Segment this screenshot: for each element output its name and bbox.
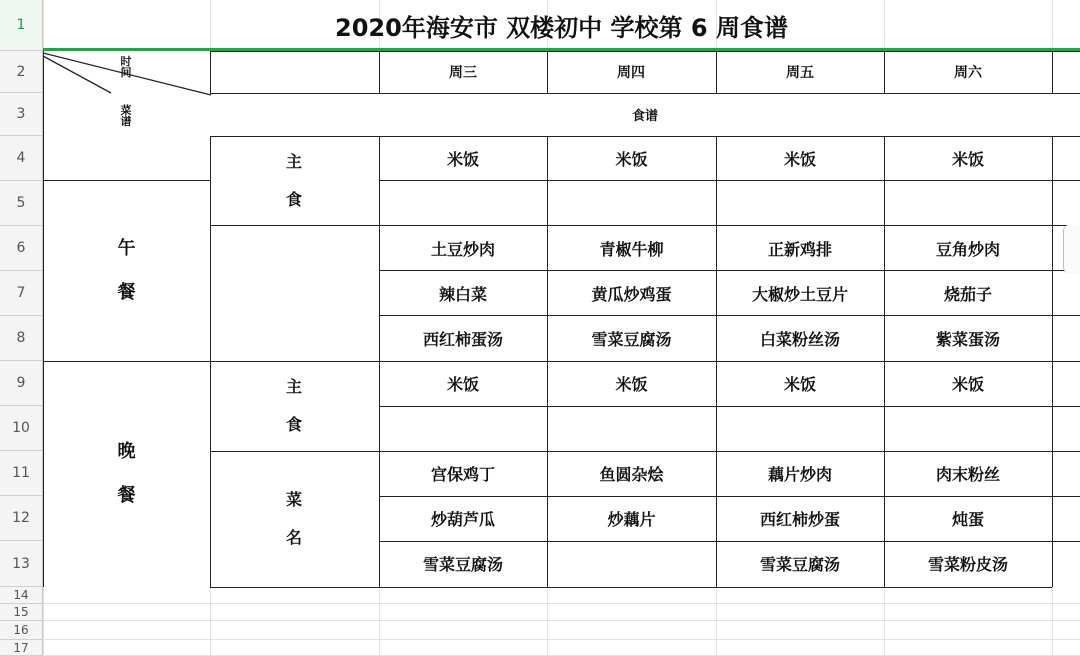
- menu-cell[interactable]: 米饭: [615, 375, 648, 394]
- menu-cell-empty[interactable]: [716, 181, 884, 226]
- table-border: [210, 587, 1052, 588]
- lunch-staple-char-1: 主: [285, 152, 302, 171]
- table-border: [547, 51, 548, 93]
- table-border: [379, 180, 1080, 181]
- menu-cell[interactable]: 米饭: [951, 375, 984, 394]
- gridline: [547, 587, 548, 656]
- table-border: [884, 136, 885, 587]
- gridline: [43, 639, 1080, 640]
- menu-cell[interactable]: 西红柿蛋汤: [422, 330, 503, 349]
- menu-cell[interactable]: 炒藕片: [607, 510, 656, 529]
- menu-cell[interactable]: 炖蛋: [951, 510, 984, 529]
- lunch-label[interactable]: [43, 181, 210, 361]
- row-header[interactable]: 6: [0, 226, 43, 271]
- corner-label-time: [113, 53, 139, 81]
- table-border: [210, 51, 211, 93]
- gridline: [43, 620, 1080, 621]
- row-header[interactable]: 16: [0, 621, 43, 640]
- menu-cell-empty[interactable]: [884, 181, 1052, 226]
- menu-cell[interactable]: 雪菜豆腐汤: [422, 555, 503, 574]
- row-header[interactable]: 14: [0, 587, 43, 604]
- lunch-char-2: 餐: [117, 282, 136, 303]
- menu-cell[interactable]: 雪菜豆腐汤: [759, 555, 840, 574]
- row-header[interactable]: 11: [0, 451, 43, 496]
- menu-cell-empty[interactable]: [379, 181, 547, 226]
- menu-cell[interactable]: 西红柿炒蛋: [759, 510, 840, 529]
- dinner-dish-label[interactable]: [210, 451, 378, 587]
- row-header[interactable]: 10: [0, 406, 43, 451]
- table-border: [210, 136, 211, 587]
- menu-cell[interactable]: 米饭: [446, 375, 479, 394]
- lunch-staple-char-2: 食: [285, 190, 302, 209]
- dinner-staple-char-2: 食: [285, 415, 302, 434]
- corner-menu-char-1: 菜: [120, 104, 132, 117]
- day-header-fri[interactable]: 周五: [786, 65, 814, 81]
- menu-cell-empty[interactable]: [379, 406, 547, 451]
- menu-cell[interactable]: 米饭: [951, 150, 984, 169]
- table-border: [379, 51, 380, 93]
- gridline: [210, 587, 211, 656]
- row-header[interactable]: 12: [0, 496, 43, 541]
- table-border: [379, 406, 1080, 407]
- menu-cell[interactable]: 黄瓜炒鸡蛋: [591, 285, 672, 304]
- menu-cell[interactable]: 青椒牛柳: [599, 240, 664, 259]
- row-header[interactable]: 15: [0, 604, 43, 621]
- menu-cell[interactable]: 豆角炒肉: [935, 240, 1000, 259]
- table-border: [379, 136, 380, 587]
- table-border: [547, 136, 548, 587]
- menu-cell[interactable]: 鱼圆杂烩: [599, 465, 664, 484]
- lunch-char-1: 午: [117, 238, 136, 259]
- table-border: [43, 180, 210, 181]
- menu-cell[interactable]: 雪菜粉皮汤: [927, 555, 1008, 574]
- menu-cell[interactable]: 烧茄子: [943, 285, 992, 304]
- menu-cell[interactable]: 大椒炒土豆片: [751, 285, 848, 304]
- menu-cell-empty[interactable]: [547, 181, 716, 226]
- menu-cell[interactable]: 宫保鸡丁: [430, 465, 495, 484]
- gridline: [1052, 587, 1053, 656]
- corner-time-char-2: 间: [120, 66, 132, 79]
- table-border: [379, 315, 1080, 316]
- table-border: [379, 496, 1080, 497]
- gridline: [379, 587, 380, 656]
- menu-cell[interactable]: 米饭: [615, 150, 648, 169]
- table-border: [716, 51, 717, 93]
- corner-time-char-1: 时: [120, 55, 132, 68]
- row-header[interactable]: 3: [0, 93, 43, 136]
- menu-cell-empty[interactable]: [547, 406, 716, 451]
- day-header-sat[interactable]: 周六: [954, 65, 982, 81]
- menu-cell[interactable]: 米饭: [783, 375, 816, 394]
- table-border: [210, 51, 1080, 52]
- table-border: [210, 225, 1080, 226]
- menu-cell[interactable]: 紫菜蛋汤: [935, 330, 1000, 349]
- sheet-title[interactable]: 2020年海安市 双楼初中 学校第 6 周食谱: [335, 13, 788, 42]
- menu-cell[interactable]: 正新鸡排: [767, 240, 832, 259]
- table-border: [1052, 136, 1053, 587]
- corner-label-menu: [113, 100, 139, 132]
- menu-cell[interactable]: 雪菜豆腐汤: [591, 330, 672, 349]
- dinner-dish-char-2: 名: [285, 528, 302, 547]
- menu-cell[interactable]: 土豆炒肉: [430, 240, 495, 259]
- menu-cell[interactable]: 肉末粉丝: [935, 465, 1000, 484]
- dinner-char-2: 餐: [117, 485, 136, 506]
- row-header[interactable]: 4: [0, 136, 43, 181]
- row-header[interactable]: 1: [0, 0, 43, 51]
- table-border: [716, 136, 717, 587]
- table-border: [210, 451, 1080, 452]
- table-border: [43, 51, 44, 587]
- gridline: [43, 587, 44, 656]
- menu-cell-empty[interactable]: [884, 406, 1052, 451]
- day-header-wed[interactable]: 周三: [449, 65, 477, 81]
- corner-menu-char-2: 谱: [120, 115, 132, 128]
- menu-cell[interactable]: 炒葫芦瓜: [430, 510, 495, 529]
- dinner-char-1: 晚: [117, 441, 136, 462]
- table-border: [210, 136, 1080, 137]
- day-header-thu[interactable]: 周四: [617, 65, 645, 81]
- row-header[interactable]: 2: [0, 51, 43, 93]
- row-header[interactable]: 7: [0, 271, 43, 316]
- table-border: [1052, 51, 1053, 93]
- table-border: [43, 361, 1080, 362]
- dinner-label[interactable]: [43, 361, 210, 587]
- table-border: [884, 51, 885, 93]
- menu-cell[interactable]: 米饭: [783, 150, 816, 169]
- menu-cell[interactable]: 辣白菜: [438, 285, 487, 304]
- menu-cell[interactable]: 白菜粉丝汤: [759, 330, 840, 349]
- gridline: [716, 587, 717, 656]
- table-border: [379, 541, 1080, 542]
- row-header[interactable]: 9: [0, 361, 43, 406]
- lunch-staple-label[interactable]: [210, 136, 378, 226]
- table-border: [210, 93, 1080, 94]
- dinner-staple-char-1: 主: [285, 377, 302, 396]
- row-header[interactable]: 8: [0, 316, 43, 361]
- menu-cell-empty[interactable]: [716, 406, 884, 451]
- gridline: [884, 587, 885, 656]
- row-header[interactable]: 17: [0, 640, 43, 656]
- horizontal-scroll-edge[interactable]: [1063, 225, 1080, 273]
- menu-cell[interactable]: 藕片炒肉: [767, 465, 832, 484]
- row-header[interactable]: 5: [0, 181, 43, 226]
- menu-cell[interactable]: [547, 541, 716, 586]
- menu-header[interactable]: 食谱: [631, 109, 658, 124]
- dinner-dish-char-1: 菜: [285, 490, 302, 509]
- dinner-staple-label[interactable]: [210, 361, 378, 451]
- gridline: [43, 603, 1080, 604]
- table-border: [379, 270, 1080, 271]
- menu-cell[interactable]: 米饭: [446, 150, 479, 169]
- row-header[interactable]: 13: [0, 541, 43, 587]
